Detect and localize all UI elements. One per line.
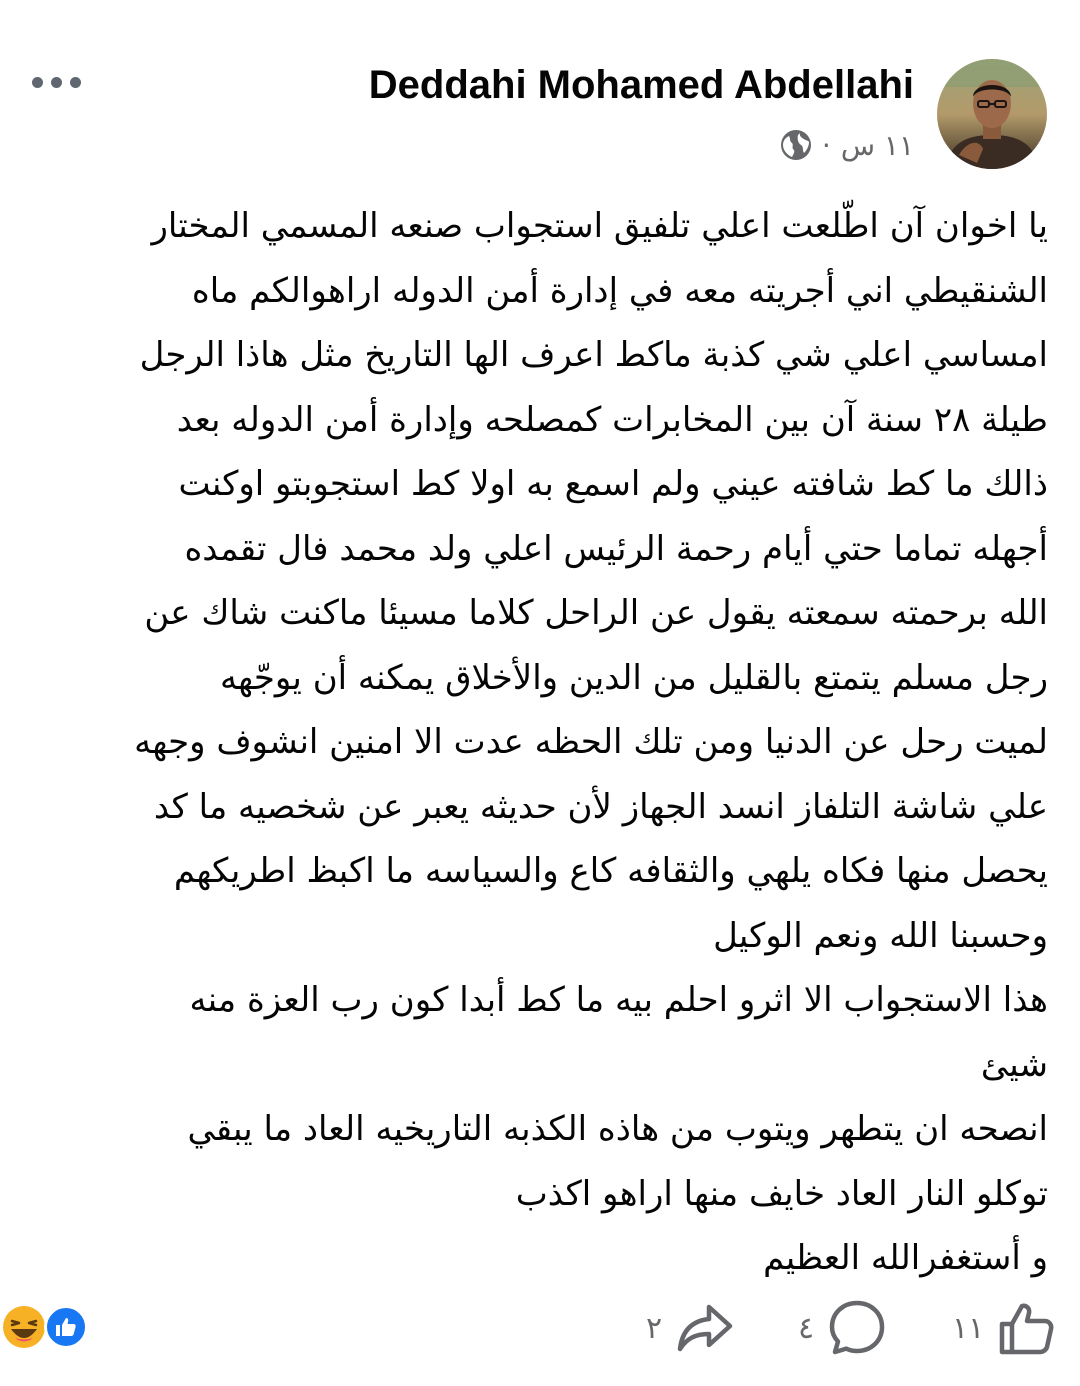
post-text-line: شيئ (980, 1044, 1048, 1085)
share-arrow-icon (676, 1302, 734, 1354)
like-count: ١١ (952, 1310, 985, 1346)
post-text-line: انصحه ان يتطهر ويتوب من هاذه الكذبه التاريخيه العاد ما يبقي (187, 1109, 1048, 1149)
more-options-icon[interactable] (24, 60, 88, 104)
share-button[interactable] (646, 1296, 734, 1360)
comment-bubble-icon (828, 1299, 886, 1357)
post-text-line: الله برحمته سمعته يقول عن الراحل كلاما مسيئا ماكنت شاك عن (144, 593, 1048, 633)
post-text-line: علي شاشة التلفاز انسد الجهاز لأن حديثه يعبر عن شخصيه ما كد (153, 786, 1048, 827)
author-name[interactable]: Deddahi Mohamed Abdellahi (368, 63, 914, 107)
post-text-line: امساسي اعلي شي كذبة ماكط اعرف الها التاريخ مثل هاذا الرجل (139, 335, 1048, 375)
like-button[interactable] (952, 1296, 1056, 1360)
reactions-summary[interactable] (2, 1305, 92, 1351)
globe-icon (780, 129, 812, 161)
post-text-line: هذا الاستجواب الا اثرو احلم بيه ما كط أبدا كون رب العزة منه (189, 980, 1048, 1020)
post-text-line: و أستغفرالله العظيم (763, 1238, 1048, 1278)
post-text-line: رجل مسلم يتمتع بالقليل من الدين والأخلاق يمكنه أن يوجّهه (219, 657, 1048, 698)
post-text-line: الشنقيطي اني أجريته معه في إدارة أمن الدوله اراهوالكم ماه (191, 270, 1048, 311)
post-meta (780, 125, 914, 165)
post-text-line: طيلة ٢٨ سنة آن بين المخابرات كمصلحه وإدارة أمن الدوله بعد (176, 399, 1048, 440)
post-text-line: ذالك ما كط شافته عيني ولم اسمع به اولا كط استجوبتو اوكنت (178, 464, 1048, 504)
post-text-line: يحصل منها فكاه يلهي والثقافه كاع والسياسه ما اكبظ اطريكهم (173, 851, 1048, 891)
avatar-photo (937, 59, 1047, 169)
post-text-line: توكلو النار العاد خايف منها اراهو اكذب (515, 1173, 1048, 1214)
post-text-line: أجهله تماما حتي أيام رحمة الرئيس اعلي ولد محمد فال تقمده (184, 528, 1048, 569)
haha-emoji-icon (2, 1305, 46, 1349)
post-text (38, 194, 1048, 1291)
post-text-line: يا اخوان آن اطّلعت اعلي تلفيق استجواب صنعه المسمي المختار (151, 206, 1048, 246)
thumbs-up-icon (998, 1300, 1056, 1356)
author-avatar[interactable] (937, 59, 1047, 169)
like-reaction-icon (44, 1305, 88, 1349)
post-text-line: لميت رحل عن الدنيا ومن تلك الحظه عدت الا امنين انشوف وجهه (134, 722, 1048, 762)
comment-button[interactable] (798, 1296, 886, 1360)
share-count: ٢ (646, 1310, 663, 1346)
comment-count: ٤ (798, 1310, 815, 1346)
post-text-line: وحسبنا الله ونعم الوكيل (713, 915, 1048, 956)
meta-separator: · (821, 128, 831, 162)
post-time[interactable]: ١١ س (840, 128, 914, 162)
